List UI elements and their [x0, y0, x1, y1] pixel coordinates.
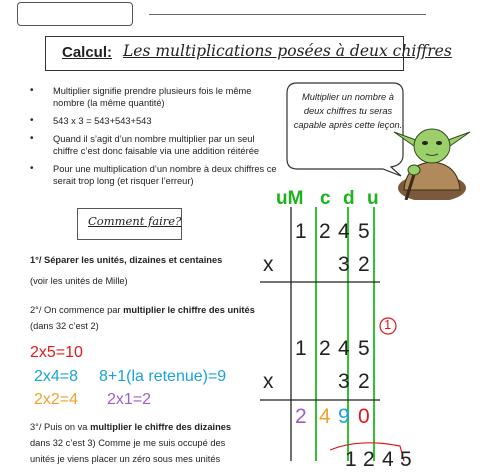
op2-digit: 4	[338, 337, 350, 360]
op2-sign: x	[263, 370, 274, 393]
result-digit: 0	[358, 405, 370, 428]
title-label: Calcul:	[62, 44, 113, 61]
step1-title: 1°/ Séparer les unités, dizaines et centaines	[30, 255, 223, 265]
column-header-d: d	[343, 188, 355, 209]
title-script: Les multiplications posées à deux chiffres	[123, 42, 452, 60]
step2-text: 2°/ On commence par multiplier le chiffre des unités	[30, 305, 255, 315]
column-header-c: c	[320, 188, 331, 209]
op1-digit: 2	[358, 253, 370, 276]
carry-digit: 1	[384, 317, 392, 332]
calc-line1: 2x5=10	[30, 344, 83, 361]
op1-digit: 5	[358, 220, 370, 243]
op2-digit: 5	[358, 337, 370, 360]
step3-line2: dans 32 c’est 3) Comme je me suis occupé des	[30, 438, 226, 448]
op1-digit: 1	[295, 220, 307, 243]
op3-digit: 2	[363, 448, 375, 471]
step3-text: 3°/ Puis on va multiplier le chiffre des dizaines	[30, 422, 232, 432]
how-to-title: Comment faire?	[88, 214, 182, 228]
result-digit: 4	[319, 405, 331, 428]
step3-line3: unités je viens placer un zéro sous mes unités	[30, 454, 221, 464]
op2-digit: 1	[295, 337, 307, 360]
result-digit: 9	[338, 405, 350, 428]
op3-digit: 1	[345, 448, 357, 471]
bullet-item: • Multiplier signifie prendre plusieurs fois le même nombre (la même quantité)	[30, 85, 282, 109]
op2-digit: 2	[319, 337, 331, 360]
bullet-item: • 543 x 3 = 543+543+543	[30, 115, 282, 127]
column-header-um: uM	[276, 188, 304, 209]
bubble-text: Multiplier un nombre à deux chiffres tu seras capable après cette leçon.	[293, 92, 403, 130]
op1-digit: 2	[319, 220, 331, 243]
result-digit: 2	[295, 405, 307, 428]
op2-digit: 3	[338, 370, 350, 393]
op2-digit: 2	[358, 370, 370, 393]
calc-line3a: 2x2=4	[34, 391, 79, 408]
step1-note: (voir les unités de Mille)	[30, 276, 128, 286]
op1-sign: x	[263, 253, 274, 276]
calc-line2b: 8+1(la retenue)=9	[99, 368, 227, 385]
op3-digit: 4	[382, 448, 394, 471]
op1-digit: 3	[338, 253, 350, 276]
op3-digit: 5	[400, 448, 412, 471]
column-header-u: u	[367, 188, 379, 209]
op1-digit: 4	[338, 220, 350, 243]
calc-line2a: 2x4=8	[34, 368, 79, 385]
bullet-item: • Quand il s’agit d’un nombre multiplier par un seul chiffre c’est donc faisable via une addition réitérée	[30, 133, 282, 157]
calc-line3b: 2x1=2	[107, 391, 152, 408]
step2-note: (dans 32 c’est 2)	[30, 321, 99, 331]
bullet-item: • Pour une multiplication d’un nombre à deux chiffres ce serait trop long (et risquer l’erreur)	[30, 163, 282, 187]
